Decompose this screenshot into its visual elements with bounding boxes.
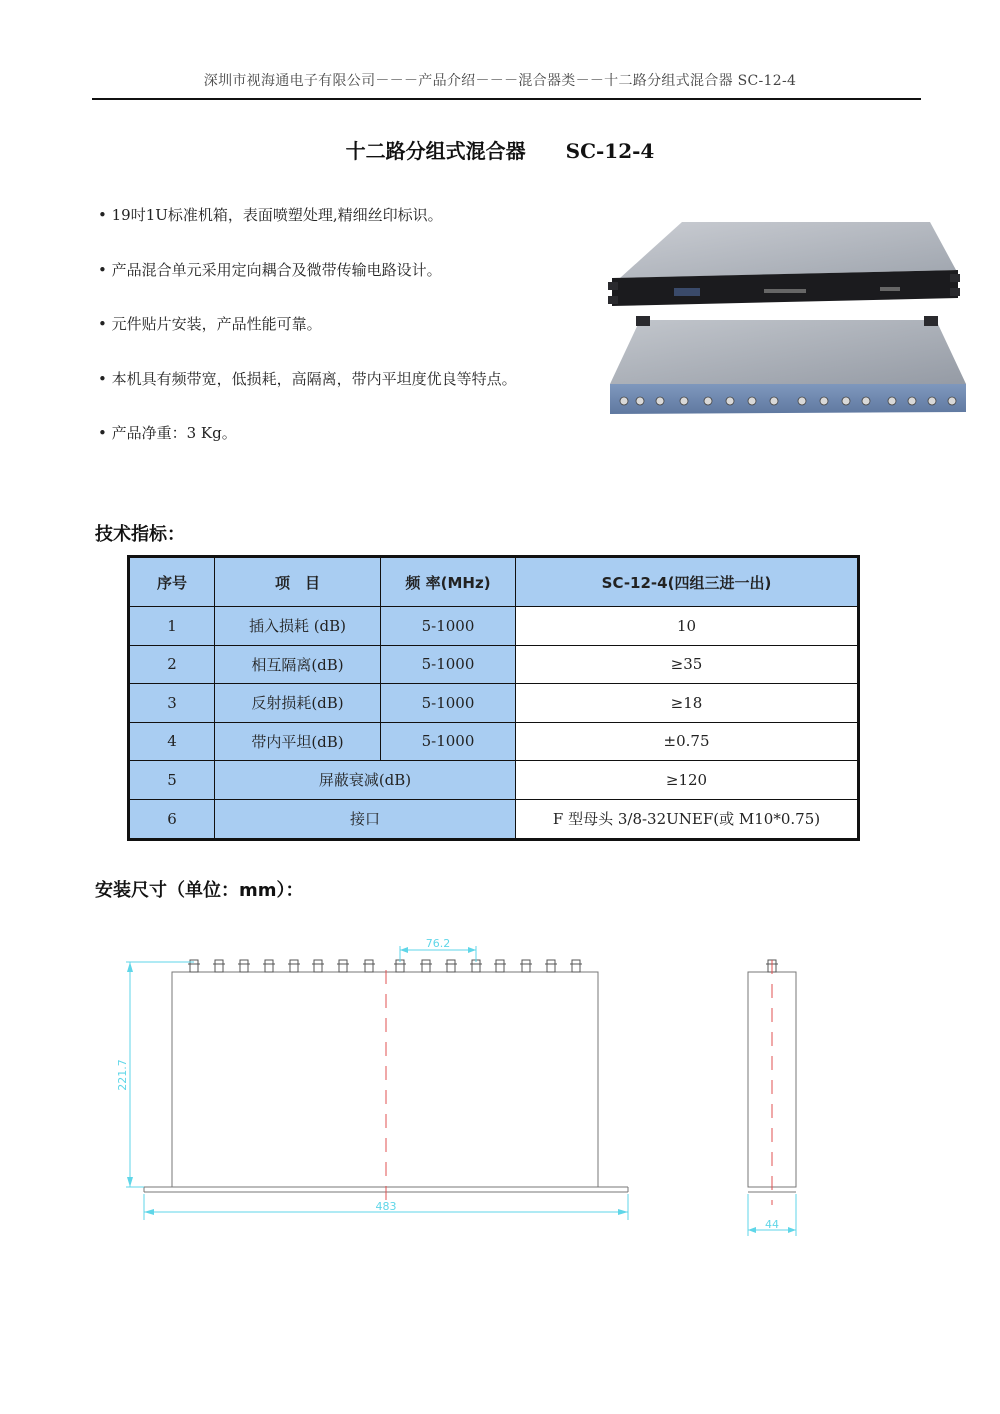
spec-section-title: 技术指标： [95,524,185,545]
cell-item: 带内平坦(dB) [215,722,381,761]
header-no: 序号 [129,557,215,607]
cell-item: 插入损耗 (dB) [215,607,381,646]
connector-icon [547,960,555,972]
cell-item: 屏蔽衰减(dB) [215,761,516,800]
cell-freq: 5-1000 [381,645,516,684]
dimension-drawing [100,930,920,1240]
table-row [129,722,859,761]
cell-value: ±0.75 [516,722,859,761]
cell-freq: 5-1000 [381,607,516,646]
width-dimension-label: 483 [375,1200,397,1213]
feature-item: • 元件贴片安装，产品性能可靠。 [98,315,322,333]
connector-icon [314,960,322,972]
spacing-dimension-label: 76.2 [425,937,451,950]
cell-no: 1 [129,607,215,646]
header-item: 项 目 [215,557,381,607]
connector-icon [422,960,430,972]
cell-value: ≥120 [516,761,859,800]
cell-no: 6 [129,799,215,839]
cell-no: 4 [129,722,215,761]
cell-freq: 5-1000 [381,722,516,761]
table-row [129,799,859,839]
table-header-row [129,557,859,607]
cell-no: 3 [129,684,215,723]
cell-item: 接口 [215,799,516,839]
connector-icon [572,960,580,972]
cell-value: ≥35 [516,645,859,684]
table-row [129,761,859,800]
cell-value: 10 [516,607,859,646]
height-dimension-label: 221.7 [116,1059,129,1091]
cell-freq: 5-1000 [381,684,516,723]
connector-icon [265,960,273,972]
cell-value: ≥18 [516,684,859,723]
connector-icon [339,960,347,972]
feature-item: • 产品混合单元采用定向耦合及微带传输电路设计。 [98,260,442,279]
cell-item: 反射损耗(dB) [215,684,381,723]
product-title [0,135,1000,164]
connector-icon [215,960,223,972]
table-row [129,645,859,684]
connector-icon [240,960,248,972]
connector-icon [496,960,504,972]
product-model: SC-12-4 [565,139,655,163]
spec-table [127,555,860,841]
cell-value: F 型母头 3/8-32UNEF(或 M10*0.75) [516,799,859,839]
feature-item: • 产品净重：3 Kg。 [98,424,237,442]
connector-icon [365,960,373,972]
header-freq: 频 率(MHz) [381,557,516,607]
cell-no: 5 [129,761,215,800]
connector-icon [522,960,530,972]
header-rule [92,98,921,100]
header-value: SC-12-4(四组三进一出) [516,557,859,607]
cell-no: 2 [129,645,215,684]
feature-item: • 本机具有频带宽，低损耗，高隔离，带内平坦度优良等特点。 [98,369,517,388]
cell-item: 相互隔离(dB) [215,645,381,684]
connector-icon [290,960,298,972]
product-name: 十二路分组式混合器 [345,139,526,163]
connector-icon [447,960,455,972]
connector-row [188,960,582,972]
feature-item: • 19吋1U标准机箱，表面喷塑处理,精细丝印标识。 [98,206,443,224]
table-row [129,607,859,646]
depth-dimension-label: 44 [765,1218,779,1231]
dimension-section-title: 安装尺寸（单位：mm）： [95,880,304,901]
product-photo [604,212,976,427]
table-row [129,684,859,723]
feature-list [98,200,608,473]
page-header: 深圳市视海通电子有限公司－－－产品介绍－－－混合器类－－十二路分组式混合器 SC-12-4 [203,73,797,89]
